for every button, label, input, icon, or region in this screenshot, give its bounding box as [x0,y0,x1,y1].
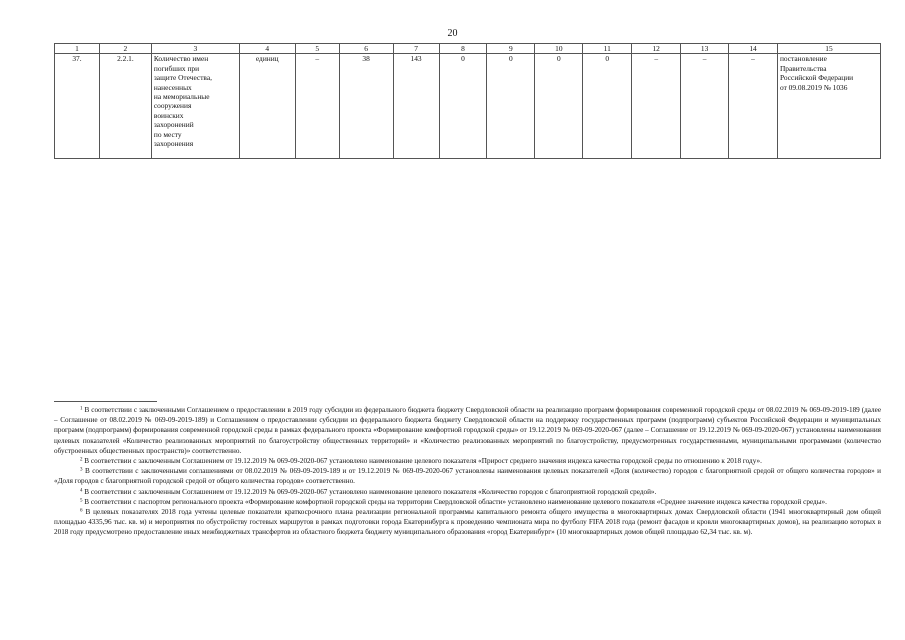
header-cell: 15 [777,44,880,54]
header-cell: 9 [487,44,535,54]
footnote [54,466,881,486]
footnote [54,405,881,456]
footnote-mark: 2 [80,457,83,463]
value-cell: 0 [583,54,632,159]
value-cell: – [295,54,339,159]
footnote-text: В соответствии с заключенными Соглашением о предоставлении в 2019 году субсидии из федерального бюджета бюджету Свердловской области на реализацию программ формирования современной городской среды от 08.02.2019 № 069-09-2019-189 (далее – Соглашение от 08.02.2019 № 069-09-2019-189) и Соглашением о предоставлении субсидии из федерального бюджета бюджету Свердловской области на поддержку государственных программ (подпрограмм) субъектов Российской Федерации и муниципальных программ (подпрограмм) формирования современной городской среды в рамках федерального проекта «Формирование комфортной городской среды» от 19.12.2019 № 069-09-2020-067 (далее – Соглашение от 19.12.2019 № 069-09-2020-067) установлены наименования целевых показателей «Количество реализованных мероприятий по благоустройству общественных территорий» и «Количество реализованных мероприятий по благоустройству, предусмотренных государственными, муниципальными программами (количество обустроенных общественных пространств)» соответственно. [54,406,882,455]
value-cell: – [729,54,778,159]
indicators-table [54,43,881,159]
value-cell: 143 [393,54,439,159]
header-cell: 12 [632,44,681,54]
footnote [54,487,881,497]
header-cell: 10 [535,44,583,54]
header-cell: 1 [55,44,100,54]
header-cell: 8 [439,44,487,54]
footnote-text: В соответствии с паспортом регионального проекта «Формирование комфортной городской среды на территории Свердловской области» установлено наименование целевого показателя «Среднее значение индекса качества городской среды». [84,497,827,506]
footnote-text: В соответствии с заключенным Соглашением от 19.12.2019 № 069-09-2020-067 установлено наименование целевого показателя «Количество городов с благоприятной городской средой». [84,487,657,496]
header-cell: 5 [295,44,339,54]
footnote-mark: 1 [80,406,83,412]
header-cell: 13 [681,44,729,54]
value-cell: 0 [439,54,487,159]
item-code-cell: 2.2.1. [99,54,151,159]
value-cell: 38 [339,54,393,159]
header-cell: 6 [339,44,393,54]
footnote [54,497,881,507]
footnote-mark: 3 [80,467,83,473]
header-cell: 14 [729,44,778,54]
header-cell: 4 [239,44,295,54]
footnote [54,456,881,466]
footnote-mark: 4 [80,488,83,494]
footnote-text: В соответствии с заключенным Соглашением от 19.12.2019 № 069-09-2020-067 установлено наименование целевого показателя «Прирост среднего значения индекса качества городской среды по отношению к 2018 году». [84,457,762,466]
header-cell: 3 [151,44,239,54]
footnote-text: В соответствии с заключенными соглашениями от 08.02.2019 № 069-09-2019-189 и от 19.12.2019 № 069-09-2020-067 установлены наименования целевых показателей «Доля (количество) городов с благоприятной средой от общего количества городов» и «Доля городов с благоприятной городской средой от общего количества городов» соответственно. [54,467,882,486]
unit-cell: единиц [239,54,295,159]
table-header-row [55,44,881,54]
footnotes [54,405,881,538]
footnote-mark: 5 [80,498,83,504]
row-number-cell: 37. [55,54,100,159]
footnote-text: В целевых показателях 2018 года учтены целевые показатели краткосрочного плана реализации региональной программы капитального ремонта общего имущества в многоквартирных домах Свердловской области (1941 многоквартирный дом общей площадью 4335,96 тыс. кв. м) и мероприятия по обустройству гостевых маршрутов в рамках подготовки города Екатеринбурга к проведению чемпионата мира по футболу FIFA 2018 года (ремонт фасадов и кровли многоквартирных домов), на реализацию которых в 2018 году предусмотрено предоставление иных межбюджетных трансфертов из областного бюджета бюджету муниципального образования «город Екатеринбург» (10 многоквартирных домов общей площадью 62,34 тыс. кв. м). [54,508,881,537]
value-cell: 0 [487,54,535,159]
header-cell: 2 [99,44,151,54]
footnote [54,507,881,538]
value-cell: – [632,54,681,159]
page-number: 20 [447,28,458,39]
footnote-mark: 6 [80,508,83,514]
table-row [55,54,881,159]
value-cell: 0 [535,54,583,159]
header-cell: 11 [583,44,632,54]
value-cell: – [681,54,729,159]
legal-basis-cell: постановление Правительства Российской Федерации от 09.08.2019 № 1036 [777,54,880,159]
indicator-name-cell: Количество имен погибших при защите Отечества, нанесенных на мемориальные сооружения воинских захоронений по месту захоронения [151,54,239,159]
header-cell: 7 [393,44,439,54]
footnote-separator [54,401,157,402]
